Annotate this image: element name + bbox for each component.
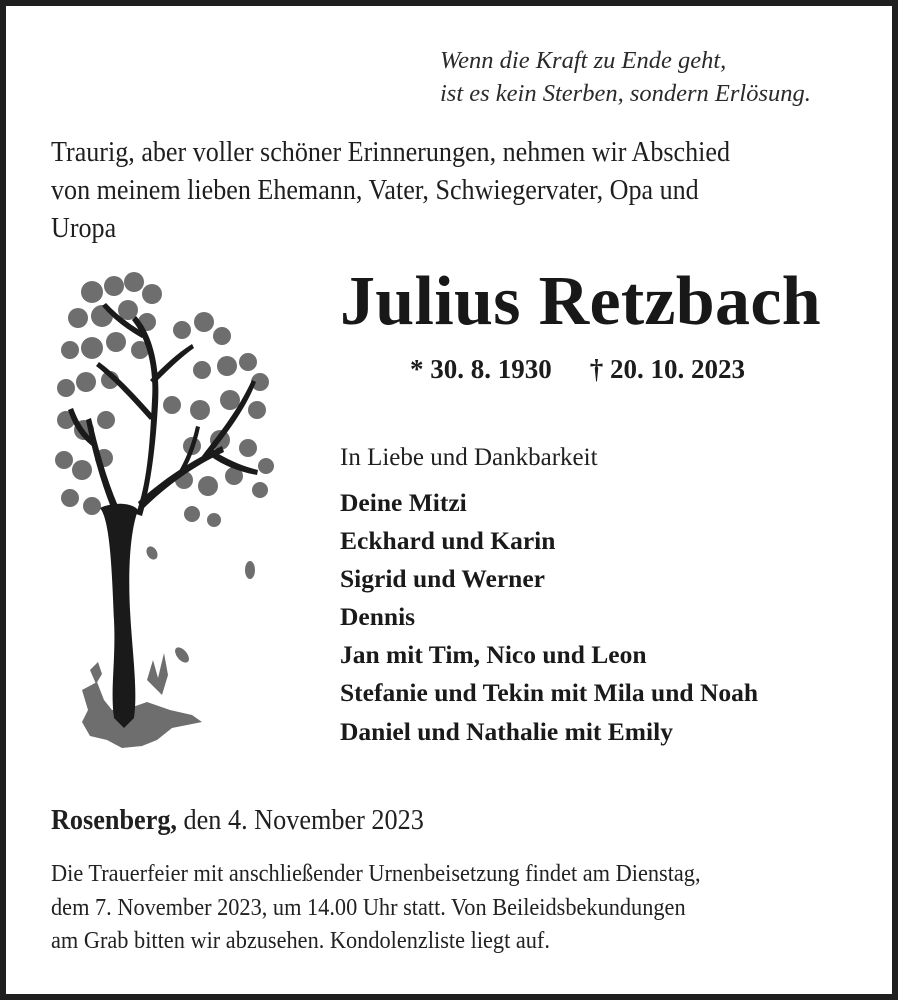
- mourner-entry: Dennis: [340, 602, 416, 632]
- mourner-entry: Jan mit Tim, Nico und Leon: [340, 640, 647, 670]
- publication-date: den 4. November 2023: [176, 805, 424, 836]
- intro-line: Traurig, aber voller schöner Erinnerungen, nehmen wir Abschied: [51, 137, 731, 168]
- mourner-entry: Daniel und Nathalie mit Emily: [340, 716, 673, 746]
- notice-line: am Grab bitten wir abzusehen. Kondolenzliste liegt auf.: [51, 928, 550, 954]
- birth-date: * 30. 8. 1930: [410, 354, 552, 384]
- intro-line: von meinem lieben Ehemann, Vater, Schwiegervater, Opa und: [51, 175, 699, 206]
- mourners-list: [340, 484, 758, 751]
- motto-line: Wenn die Kraft zu Ende geht,: [440, 47, 727, 74]
- mourner-entry: Sigrid und Werner: [340, 564, 545, 594]
- mourner-entry: Eckhard und Karin: [340, 526, 556, 556]
- notice-line: Die Trauerfeier mit anschließender Urnenbeisetzung findet am Dienstag,: [51, 861, 701, 887]
- funeral-notice: [51, 858, 701, 959]
- intro-text: [51, 134, 730, 248]
- notice-line: dem 7. November 2023, um 14.00 Uhr statt. Von Beileidsbekundungen: [51, 894, 686, 921]
- intro-line: Uropa: [51, 213, 117, 244]
- motto-quote: [440, 44, 811, 110]
- mourner-entry: Deine Mitzi: [340, 488, 467, 517]
- place-and-date: [51, 804, 424, 838]
- death-date: † 20. 10. 2023: [589, 354, 745, 384]
- mourner-entry: Stefanie und Tekin mit Mila und Noah: [340, 678, 759, 708]
- closing-phrase: In Liebe und Dankbarkeit: [340, 444, 598, 471]
- place-name: Rosenberg,: [51, 805, 177, 836]
- motto-line: ist es kein Sterben, sondern Erlösung.: [440, 80, 811, 107]
- deceased-name: Julius Retzbach: [340, 263, 821, 340]
- tree-icon: [52, 270, 277, 760]
- life-dates: [410, 352, 745, 386]
